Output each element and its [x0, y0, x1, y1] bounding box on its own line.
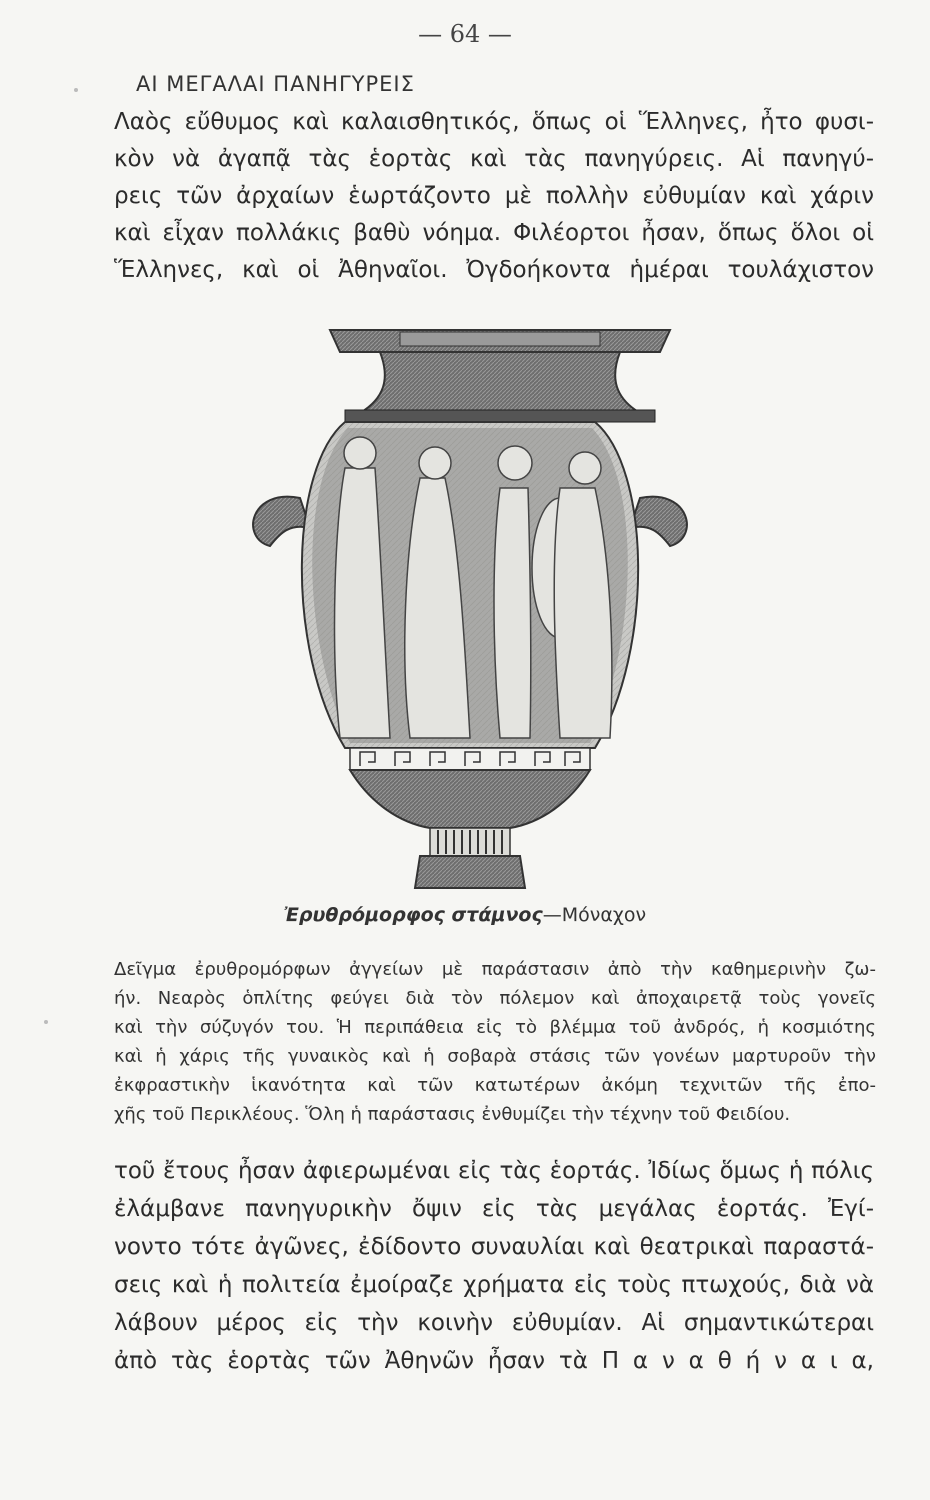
outro-line: νοντο τότε ἀγῶνες, ἐδίδοντο συναυλίαι καὶ θεατρικαὶ παραστά- — [114, 1234, 874, 1260]
intro-line: Ἕλληνες, καὶ οἱ Ἀθηναῖοι. Ὀγδοήκοντα ἡμέραι τουλάχιστον — [114, 257, 874, 283]
chapter-heading: ΑΙ ΜΕΓΑΛΑΙ ΠΑΝΗΓΥΡΕΙΣ — [136, 72, 415, 96]
outro-line: ἀπὸ τὰς ἑορτὰς τῶν Ἀθηνῶν ἦσαν τὰ Π α ν α θ ή ν α ι α, — [114, 1348, 874, 1374]
outro-paragraph — [114, 1152, 874, 1380]
figure-caption-body — [114, 955, 876, 1129]
intro-line: Λαὸς εὔθυμος καὶ καλαισθητικός, ὅπως οἱ Ἕλληνες, ἦτο φυσι- — [114, 109, 874, 135]
stamnos-illustration — [230, 318, 710, 898]
outro-line: λάβουν μέρος εἰς τὴν κοινὴν εὐθυμίαν. Αἱ σημαντικώτεραι — [114, 1310, 874, 1336]
caption-line: καὶ τὴν σύζυγόν του. Ἡ περιπάθεια εἰς τὸ βλέμμα τοῦ ἀνδρός, ἡ κοσμιότης — [114, 1017, 876, 1038]
outro-line: σεις καὶ ἡ πολιτεία ἐμοίραζε χρήματα εἰς τοὺς πτωχούς, διὰ νὰ — [114, 1272, 874, 1298]
caption-line: Δεῖγμα ἐρυθρομόρφων ἀγγείων μὲ παράστασιν ἀπὸ τὴν καθημερινὴν ζω- — [114, 959, 876, 980]
outro-line: τοῦ ἔτους ἦσαν ἀφιερωμέναι εἰς τὰς ἑορτάς. Ἰδίως ὅμως ἡ πόλις — [114, 1158, 874, 1184]
figure-caption-title — [0, 904, 930, 926]
intro-line: καὶ εἶχαν πολλάκις βαθὺ νόημα. Φιλέορτοι ἦσαν, ὅπως ὅλοι οἱ — [114, 220, 874, 246]
page-number: — 64 — — [418, 20, 512, 48]
caption-line: καὶ ἡ χάρις τῆς γυναικὸς καὶ ἡ σοβαρὰ στάσις τῶν γονέων μαρτυροῦν τὴν — [114, 1046, 876, 1067]
stamnos-vase-icon — [230, 318, 710, 898]
intro-paragraph — [114, 104, 874, 289]
paper-speck — [44, 1020, 48, 1024]
intro-line: κὸν νὰ ἀγαπᾷ τὰς ἑορτὰς καὶ τὰς πανηγύρεις. Αἱ πανηγύ- — [114, 146, 874, 172]
caption-line: χῆς τοῦ Περικλέους. Ὅλη ἡ παράστασις ἐνθυμίζει τὴν τέχνην τοῦ Φειδίου. — [114, 1104, 791, 1125]
caption-location: —Μόναχον — [542, 904, 647, 926]
caption-line: ἐκφραστικὴν ἱκανότητα καὶ τῶν κατωτέρων ἀκόμη τεχνιτῶν τῆς ἐπο- — [114, 1075, 876, 1096]
caption-line: ήν. Νεαρὸς ὁπλίτης φεύγει διὰ τὸν πόλεμον καὶ ἀποχαιρετᾷ τοὺς γονεῖς — [114, 988, 876, 1009]
outro-line: ἐλάμβανε πανηγυρικὴν ὄψιν εἰς τὰς μεγάλας ἑορτάς. Ἐγί- — [114, 1196, 874, 1222]
caption-title-text: Ἐρυθρόμορφος στάμνος — [283, 904, 543, 926]
intro-line: ρεις τῶν ἀρχαίων ἑωρτάζοντο μὲ πολλὴν εὐθυμίαν καὶ χάριν — [114, 183, 874, 209]
paper-speck — [74, 88, 78, 92]
